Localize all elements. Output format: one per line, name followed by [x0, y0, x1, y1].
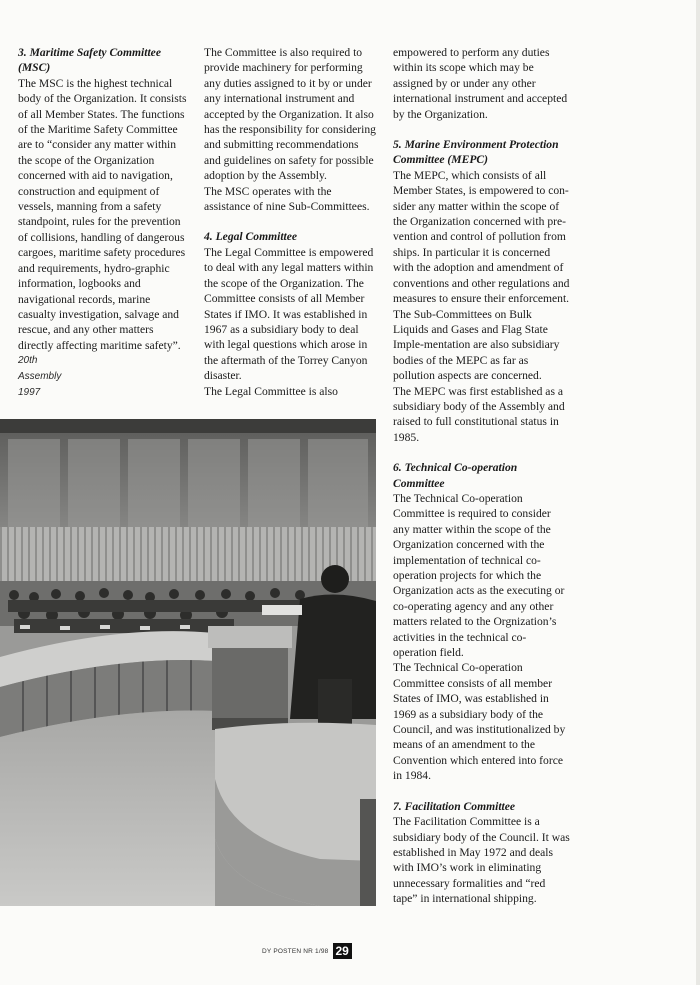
- column-middle: [204, 45, 377, 399]
- paragraph-msc-functions: The MSC is the highest technical body of the Organization. It consists of all Member States. The functions of the Maritime Safety Committee are to “consider any matter within the scope of the Organization concerned with aid to navigation, construction and equipment of vessels, manning from a safety standpoint, rules for the prevention of collisions, handling of dangerous cargoes, maritime safety procedures and requirements, hydro-graphic information, logbooks and navigational records, marine casualty investigation, salvage and rescue, and any other matters directly affecting maritime safety”.: [18, 76, 187, 352]
- column-right: [393, 45, 570, 907]
- page-footer: [262, 943, 352, 959]
- caption-line: Assembly: [18, 371, 62, 382]
- page-edge: [696, 0, 700, 985]
- assembly-hall-photo: [0, 419, 376, 906]
- paragraph-legal: The Legal Committee is empowered to deal with any legal matters within the scope of the Organization. The Committee consists of all Member States if IMO. It was established in 1967 as a subsidiary body to deal with legal questions which arose in the aftermath of the Torrey Canyon disaster.: [204, 245, 374, 383]
- photo-caption: [18, 353, 78, 401]
- paragraph-msc-subcommittees: The MSC operates with the assistance of nine Sub-Committees.: [204, 184, 370, 214]
- paragraph-msc-duties: The Committee is also required to provide machinery for performing any duties assigned to it by or under any international instrument and accepted by the Organization. It also has the responsibility for considering and submitting recommendations and guidelines on safety for possible adoption by the Assembly.: [204, 46, 376, 183]
- column-left: [18, 45, 190, 353]
- heading-legal: 4. Legal Committee: [204, 230, 298, 244]
- heading-msc: 3. Maritime Safety Committee (MSC): [18, 46, 161, 75]
- paragraph-mepc: The MEPC, which consists of all Member States, is empowered to con-sider any matter within the scope of the Organization concerned with pre-vention and control of pollution from ships. In particular it is concerned with the adoption and amendment of conventions and other regulations and measures to ensure their enforcement. The Sub-Committees on Bulk Liquids and Gases and Flag State Imple-mentation are also subsidiary bodies of the MEPC as far as pollution aspects are concerned.: [393, 168, 570, 383]
- paragraph-mepc-history: The MEPC was first established as a subsidiary body of the Assembly and raised to full constitutional status in 1985.: [393, 384, 565, 444]
- magazine-name: DY POSTEN NR 1/98: [262, 947, 329, 955]
- paragraph-legal-continued: The Legal Committee is also: [204, 384, 338, 398]
- page-number: 29: [333, 943, 352, 959]
- heading-facilitation: 7. Facilitation Committee: [393, 799, 516, 813]
- caption-line: 20th: [18, 355, 38, 366]
- heading-mepc: 5. Marine Environment Protection Committee (MEPC): [393, 138, 559, 167]
- paragraph-facilitation: The Facilitation Committee is a subsidiary body of the Council. It was established in May 1972 and deals with IMO’s work in eliminating unnecessary formalities and “red tape” in international shipping.: [393, 815, 570, 906]
- paragraph-tc: The Technical Co-operation Committee is required to consider any matter within the scope of the Organization concerned with the implementation of technical co-operation projects for which the Organization acts as the executing or co-operating agency and any other matters related to the Orgnization’s activities in the technical co-operation field.: [393, 491, 565, 660]
- caption-line: 1997: [18, 387, 41, 398]
- heading-technical-cooperation: 6. Technical Co-operation Committee: [393, 461, 518, 490]
- paragraph-tc-history: The Technical Co-operation Committee consists of all member States of IMO, was established in 1969 as a subsidiary body of the Council, and was institutionalized by means of an amendment to the Convention which entered into force in 1984.: [393, 661, 566, 783]
- paragraph-legal-end: empowered to perform any duties within its scope which may be assigned by or under any other international instrument and accepted by the Organization.: [393, 46, 568, 121]
